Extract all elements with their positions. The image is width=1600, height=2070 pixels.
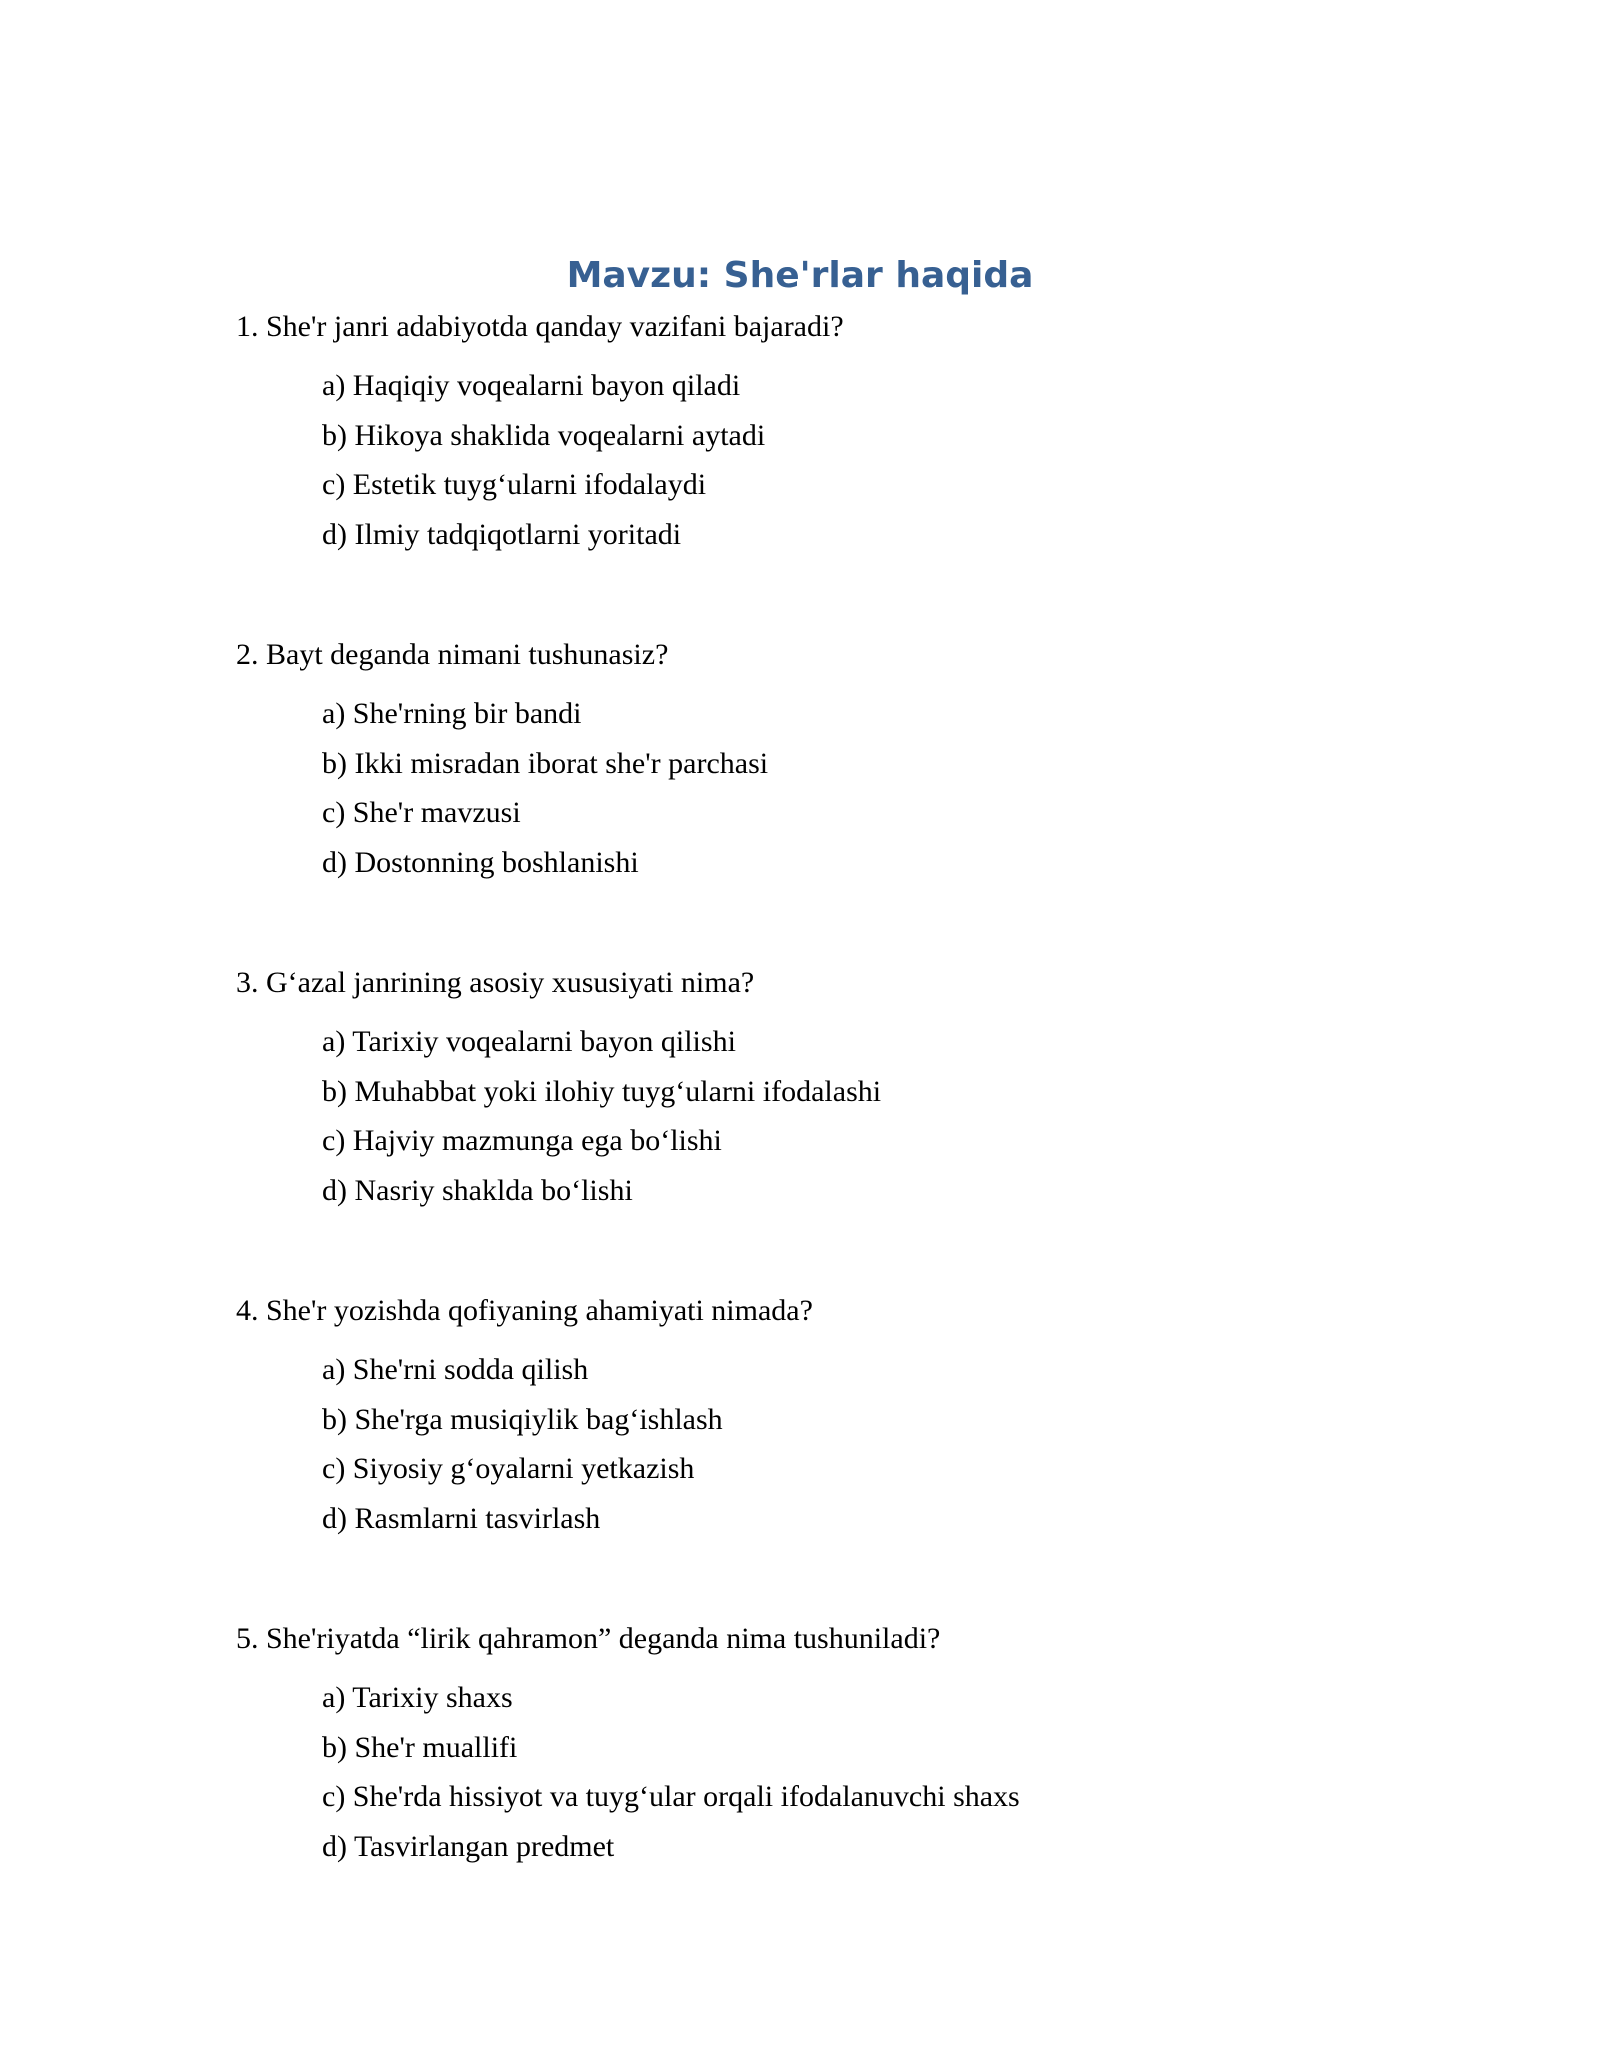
option-list (236, 1017, 1436, 1215)
option-a: a) Tarixiy voqealarni bayon qilishi (322, 1025, 736, 1058)
question-3 (236, 961, 1436, 1215)
option-c: c) Estetik tuyg‘ularni ifodalaydi (322, 468, 707, 501)
question-text: 2. Bayt deganda nimani tushunasiz? (236, 638, 669, 671)
option-list (236, 1673, 1436, 1871)
option-c: c) Hajviy mazmunga ega bo‘lishi (322, 1124, 722, 1157)
option-list (236, 689, 1436, 887)
option-a: a) Haqiqiy voqealarni bayon qiladi (322, 369, 741, 402)
question-text: 5. She'riyatda “lirik qahramon” deganda nima tushuniladi? (236, 1622, 941, 1655)
option-d: d) Rasmlarni tasvirlash (322, 1501, 601, 1535)
option-b: b) Ikki misradan iborat she'r parchasi (322, 746, 769, 780)
option-list (236, 361, 1436, 559)
question-text: 3. G‘azal janrining asosiy xususiyati nima? (236, 966, 755, 999)
question-1 (236, 305, 1436, 559)
question-text: 1. She'r janri adabiyotda qanday vazifani bajaradi? (236, 310, 844, 343)
question-4 (236, 1289, 1436, 1543)
option-b: b) She'r muallifi (322, 1730, 518, 1764)
option-d: d) Nasriy shaklda bo‘lishi (322, 1173, 633, 1207)
option-c: c) She'rda hissiyot va tuyg‘ular orqali ifodalanuvchi shaxs (322, 1780, 1020, 1813)
option-list (236, 1345, 1436, 1543)
option-d: d) Ilmiy tadqiqotlarni yoritadi (322, 517, 682, 551)
option-a: a) She'rni sodda qilish (322, 1353, 589, 1386)
page-title: Mavzu: She'rlar haqida (566, 255, 1034, 296)
question-text: 4. She'r yozishda qofiyaning ahamiyati nimada? (236, 1294, 813, 1327)
option-a: a) Tarixiy shaxs (322, 1681, 513, 1714)
option-d: d) Dostonning boshlanishi (322, 845, 639, 879)
question-5 (236, 1617, 1436, 1871)
option-d: d) Tasvirlangan predmet (322, 1829, 615, 1863)
option-c: c) She'r mavzusi (322, 796, 521, 829)
option-b: b) She'rga musiqiylik bag‘ishlash (322, 1402, 723, 1436)
option-b: b) Muhabbat yoki ilohiy tuyg‘ularni ifodalashi (322, 1074, 882, 1108)
question-list (236, 305, 1436, 1945)
option-b: b) Hikoya shaklida voqealarni aytadi (322, 418, 766, 452)
question-2 (236, 633, 1436, 887)
option-c: c) Siyosiy g‘oyalarni yetkazish (322, 1452, 695, 1485)
option-a: a) She'rning bir bandi (322, 697, 582, 730)
